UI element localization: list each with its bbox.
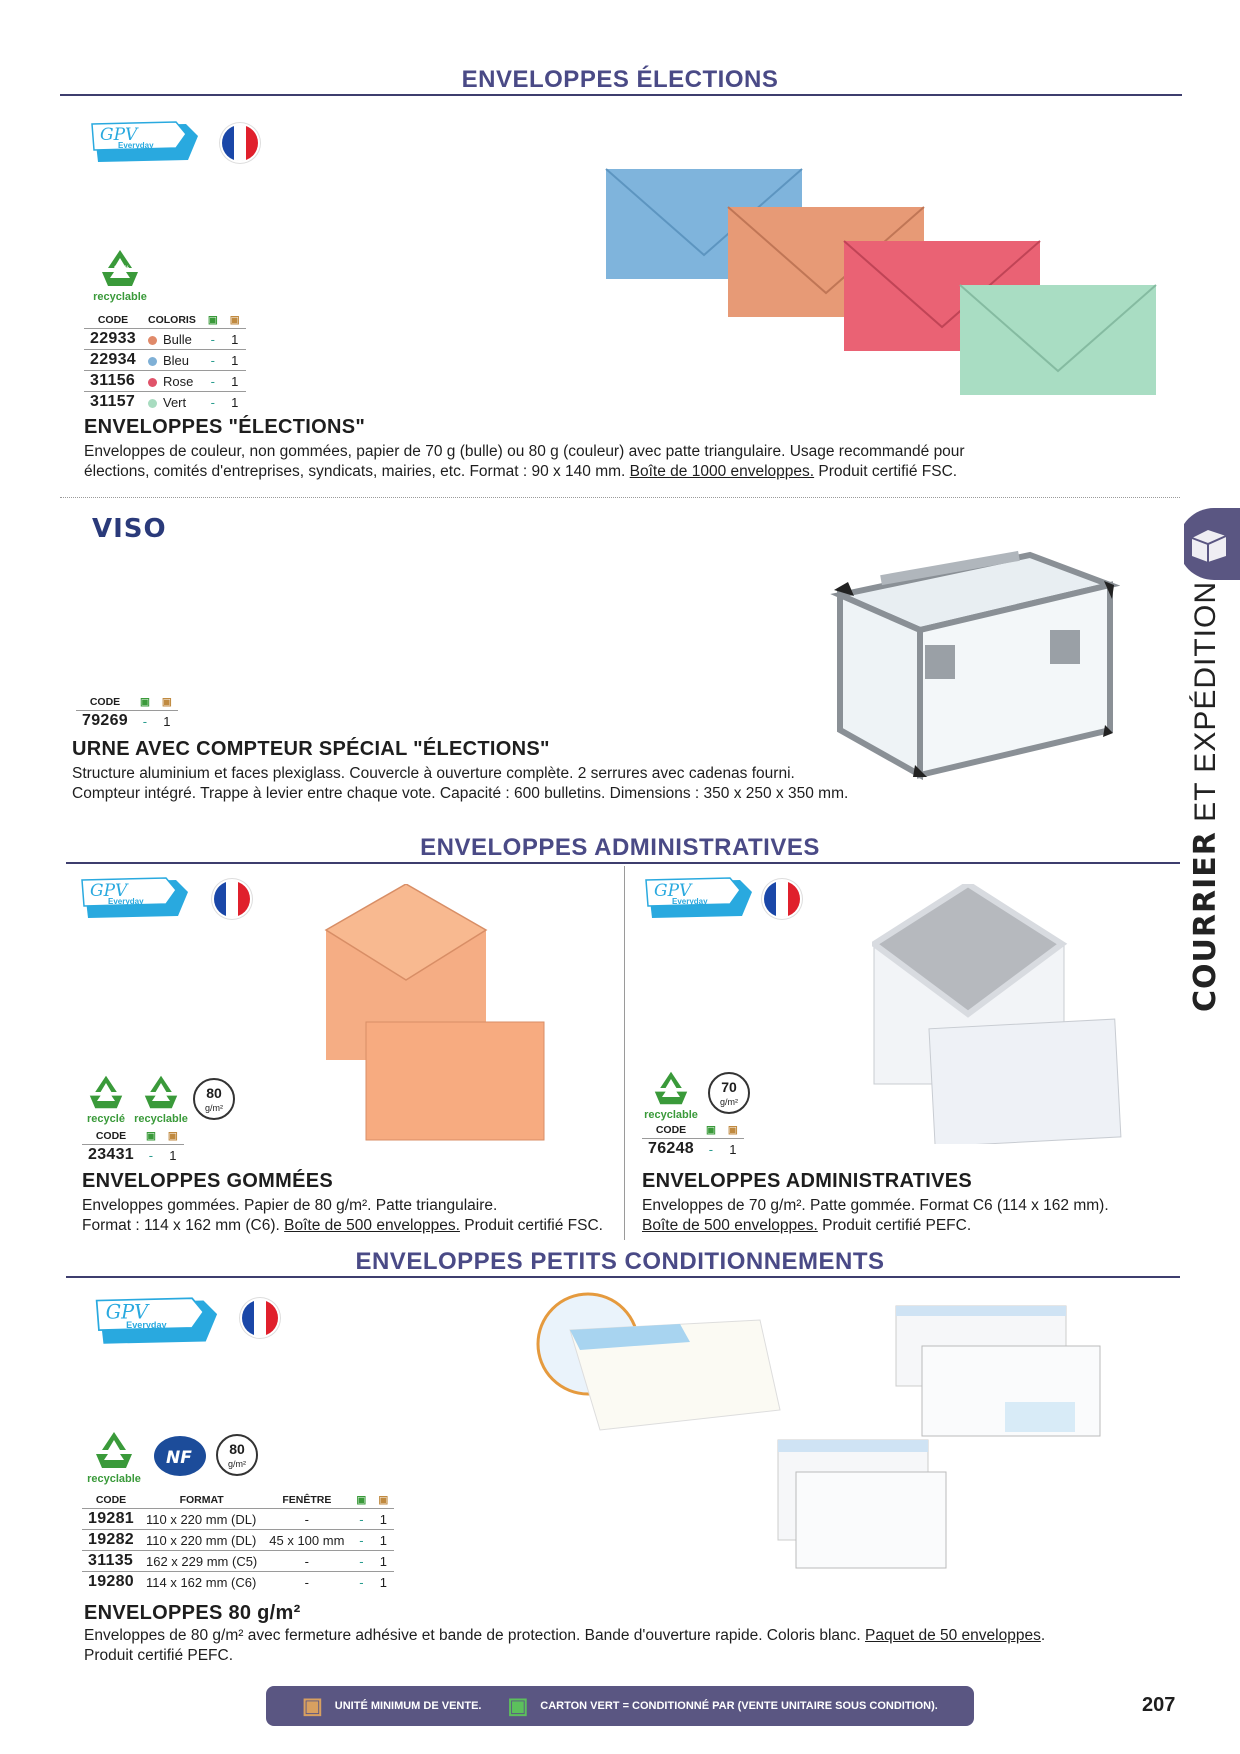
product-desc-admin: Enveloppes de 70 g/m². Patte gommée. Format C6 (114 x 162 mm). Boîte de 500 enveloppes. Produit certifié PEFC.: [642, 1197, 1109, 1234]
product-desc-e80: Enveloppes de 80 g/m² avec fermeture adhésive et bande de protection. Bande d'ouverture rapide. Coloris blanc. Paquet de 50 enveloppes. Produit certifié PEFC.: [84, 1627, 1046, 1664]
box-icon: ▣: [167, 1130, 178, 1142]
legend-min-unit: UNITÉ MINIMUM DE VENTE.: [334, 1700, 482, 1712]
product-desc-elections: Enveloppes de couleur, non gommées, papier de 70 g (bulle) ou 80 g (couleur) avec patte triangulaire. Usage recommandé pour élections, comités d'entreprises, syndicats, mairies, etc. Format : 90 x 140 mm. Boîte de 1000 enveloppes. Produit certifié FSC.: [84, 443, 965, 480]
gpv-logo: [90, 120, 202, 164]
section-title-petits: ENVELOPPES PETITS CONDITIONNEMENTS: [355, 1248, 885, 1275]
svg-text:GPV: GPV: [654, 881, 692, 901]
election-envelopes-image: [600, 165, 1160, 415]
section-title-elections: ENVELOPPES ÉLECTIONS: [461, 66, 779, 93]
table-row: 23431 - 1: [82, 1145, 184, 1166]
product-desc-gommees: Enveloppes gommées. Papier de 80 g/m². Patte triangulaire. Format : 114 x 162 mm (C6). Boîte de 500 enveloppes. Produit certifié FSC.: [82, 1197, 603, 1234]
paper-weight-badge: 80 g/m²: [193, 1078, 235, 1120]
white-envelopes-image: [872, 884, 1122, 1144]
svg-text:GPV: GPV: [105, 1300, 149, 1324]
divider: [60, 497, 1180, 498]
green-box-icon: ▣: [146, 1130, 156, 1142]
viso-logo: VISO: [92, 514, 167, 544]
svg-text:Everyday: Everyday: [672, 897, 708, 906]
section-title-administratives: ENVELOPPES ADMINISTRATIVES: [420, 834, 820, 861]
mailbox-icon: [1184, 508, 1240, 580]
column-divider: [624, 866, 625, 1240]
product-title-urne: URNE AVEC COMPTEUR SPÉCIAL "ÉLECTIONS": [72, 738, 550, 760]
gpv-logo: [94, 1296, 222, 1346]
page-number: 207: [1142, 1694, 1176, 1716]
table-row: 22933 Bulle - 1: [84, 329, 246, 350]
svg-text:Everyday: Everyday: [108, 897, 144, 906]
e80-table: CODE FORMAT FENÊTRE ▣ ▣ 19281 110 x 220 mm (DL) - - 1 19282 110 x 220 mm (DL) 45 x 100 mm - 1 31135 162 x 229 mm (C5) - - 1 19280 114 x 162 mm (C6) - - 1: [82, 1494, 394, 1592]
box-icon: ▣: [161, 696, 172, 708]
gpv-logo: [80, 876, 192, 920]
table-row: 76248 - 1: [642, 1139, 744, 1160]
green-box-icon: ▣: [207, 314, 218, 326]
legend-green-carton: CARTON VERT = CONDITIONNÉ PAR (VENTE UNITAIRE SOUS CONDITION).: [540, 1700, 938, 1712]
gpv-text: GPV: [100, 125, 138, 145]
section-rule: [60, 94, 1182, 96]
product-title-gommees: ENVELOPPES GOMMÉES: [82, 1170, 334, 1192]
paper-weight-badge: 70 g/m²: [708, 1072, 750, 1114]
color-dot: [148, 357, 157, 366]
product-desc-urne: Structure aluminium et faces plexiglass. Couvercle à ouverture complète. 2 serrures avec cadenas fourni. Compteur intégré. Trappe à levier entre chaque vote. Capacité : 600 bulletins. Dimensions : 350 x 250 x 350 mm.: [72, 765, 849, 802]
box-icon: ▣: [727, 1124, 738, 1136]
table-row: 19281 110 x 220 mm (DL) - - 1: [82, 1509, 394, 1530]
recycle-icon: [96, 248, 144, 288]
elections-table: CODE COLORIS ▣ ▣ 22933 Bulle - 1 22934 Bleu - 1 31156 Rose - 1 31157 Vert - 1: [84, 314, 246, 412]
orange-envelopes-image: [322, 884, 552, 1144]
box-icon: ▣: [378, 1494, 389, 1506]
table-row: 79269 - 1: [76, 711, 178, 732]
product-title-admin: ENVELOPPES ADMINISTRATIVES: [642, 1170, 973, 1192]
table-row: 31135 162 x 229 mm (C5) - - 1: [82, 1551, 394, 1572]
svg-text:GPV: GPV: [90, 881, 128, 901]
section-rule: [66, 1276, 1180, 1278]
product-title-e80: ENVELOPPES 80 g/m²: [84, 1602, 301, 1624]
product-title-elections: ENVELOPPES "ÉLECTIONS": [84, 416, 366, 438]
recyclable-badge: 100% recyclable: [88, 248, 152, 303]
urne-table: CODE ▣ ▣ 79269 - 1: [76, 696, 178, 731]
recyclable-badge: recyclable: [84, 1430, 144, 1485]
svg-text:NF: NF: [166, 1448, 192, 1468]
side-tab-label: COURRIER ET EXPÉDITION: [1188, 580, 1223, 1012]
recycle-icon: [84, 1074, 128, 1110]
green-box-icon: ▣: [706, 1124, 716, 1136]
admin-table: CODE ▣ ▣ 76248 - 1: [642, 1124, 744, 1159]
table-row: 19282 110 x 220 mm (DL) 45 x 100 mm - 1: [82, 1530, 394, 1551]
table-row: 19280 114 x 162 mm (C6) - - 1: [82, 1572, 394, 1593]
france-flag-icon: [764, 881, 800, 917]
table-row: 22934 Bleu - 1: [84, 350, 246, 371]
green-box-icon: ▣: [356, 1494, 367, 1506]
svg-text:Everyday: Everyday: [118, 141, 154, 150]
paper-weight-badge: 80 g/m²: [216, 1434, 258, 1476]
legend-bar: [266, 1686, 974, 1726]
box-icon: ▣: [229, 314, 240, 326]
france-flag-icon: [214, 881, 250, 917]
recycle-icon: [139, 1074, 183, 1110]
color-dot: [148, 336, 157, 345]
gpv-logo: [644, 876, 756, 920]
svg-text:100%: 100%: [114, 266, 130, 272]
small-pack-envelopes-image: [530, 1290, 1110, 1610]
table-row: 31157 Vert - 1: [84, 392, 246, 413]
recycle-icon: [649, 1070, 693, 1106]
color-dot: [148, 399, 157, 408]
recyclable-badge: recyclable: [642, 1070, 700, 1121]
france-flag-icon: [242, 1300, 278, 1336]
table-row: 31156 Rose - 1: [84, 371, 246, 392]
ballot-box-image: [820, 535, 1120, 785]
france-flag-icon: [222, 125, 258, 161]
gommees-table: CODE ▣ ▣ 23431 - 1: [82, 1130, 184, 1165]
green-box-icon: ▣: [140, 696, 150, 708]
recycle-icon: [90, 1430, 138, 1470]
recyclable-badge: recyclable: [134, 1074, 188, 1125]
recycle-badge: recyclé: [80, 1074, 132, 1125]
section-rule: [66, 862, 1180, 864]
color-dot: [148, 378, 157, 387]
box-icon: ▣: [302, 1693, 323, 1718]
green-box-icon: ▣: [507, 1693, 529, 1718]
nf-environnement-icon: [152, 1434, 208, 1478]
svg-text:Everyday: Everyday: [126, 1319, 167, 1330]
